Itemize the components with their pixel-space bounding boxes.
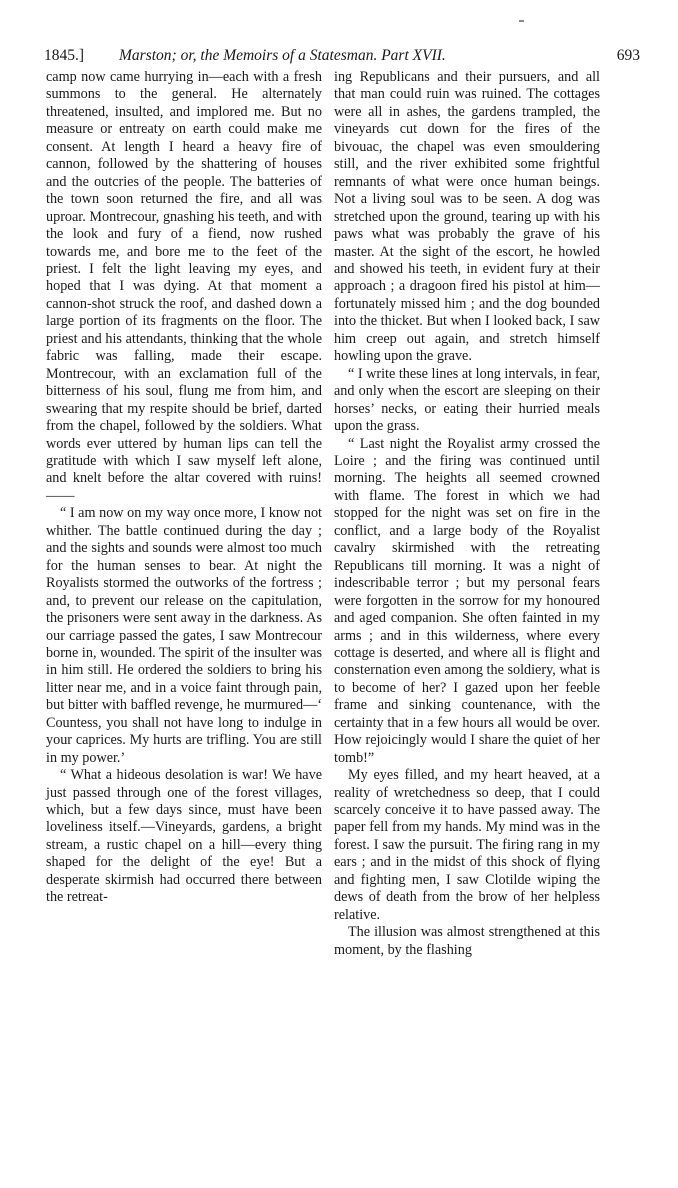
- left-paragraph-2: “ I am now on my way once more, I know not whither. The battle continued during the day ; and the sights and sounds were almost too much for the human senses to bear. At night the Royalists stormed the outworks of the fortress ; and, to prevent our release on the capitulation, the prisoners were sent away in the darkness. As our carriage passed the gates, I saw Montrecour borne in, wounded. The spirit of the insulter was in him still. He ordered the soldiers to bring his litter near me, and in a voice faint through pain, but bitter with baffled revenge, he murmured—‘ Countess, you shall not have long to indulge in your caprices. My hurts are trifling. You are still in my power.’: [46, 505, 322, 766]
- running-head: [44, 44, 640, 68]
- page-number: 693: [616, 47, 640, 64]
- right-paragraph-5: The illusion was almost strengthened at this moment, by the flashing: [334, 924, 600, 958]
- right-paragraph-3: “ Last night the Royalist army crossed the Loire ; and the firing was continued until morning. The heights all seemed crowned with flame. The forest in which we had stopped for the night was set on fire in the conflict, and a large body of the Royalist cavalry skirmished with the retreating Republicans till morning. It was a night of indescribable terror ; but my personal fears were forgotten in the sorrow for my honoured and aged companion. She often fainted in my arms ; and in this wilderness, where every cottage is deserted, and where all is flight and consternation even among the soldiery, what is to become of her? I gazed upon her feeble frame and sinking countenance, with the certainty that in a few hours all would be over. How rejoicingly would I share the quiet of her tomb!”: [334, 435, 600, 766]
- running-head-title: Marston; or, the Memoirs of a Statesman. Part XVII.: [119, 47, 446, 64]
- right-column: [334, 69, 600, 959]
- left-paragraph-3: “ What a hideous desolation is war! We have just passed through one of the forest villages, which, but a few days since, must have been loveliness itself.—Vineyards, gardens, a bright stream, a rustic chapel on a hill—every thing shaped for the delight of the eye! But a desperate skirmish had occurred there between the retreat-: [46, 767, 322, 906]
- right-paragraph-2: “ I write these lines at long intervals, in fear, and only when the escort are sleeping on their horses’ necks, or eating their hurried meals upon the grass.: [334, 365, 600, 435]
- left-paragraph-1: camp now came hurrying in—each with a fresh summons to the general. He alternately threatened, insulted, and implored me. But no measure or entreaty on earth could make me consent. At length I heard a heavy fire of cannon, followed by the shattering of houses and the outcries of the people. The batteries of the town soon returned the fire, and all was uproar. Montrecour, gnashing his teeth, and with the look and fury of a fiend, now rushed towards me, and bore me to the feet of the priest. I felt the light leaving my eyes, and hoped that I was dying. At that moment a cannon-shot struck the roof, and dashed down a large portion of its fragments on the floor. The priest and his attendants, thinking that the whole fabric was falling, made their escape. Montrecour, with an exclamation full of the bitterness of his soul, flung me from him, and swearing that my respite should be brief, darted from the chapel, followed by the soldiers. What words ever uttered by human lips can tell the gratitude with which I saw myself left alone, and knelt before the altar covered with ruins!——: [46, 69, 322, 504]
- right-paragraph-1: ing Republicans and their pursuers, and all that man could ruin was ruined. The cottages were all in ashes, the gardens trampled, the vineyards cut down for the fires of the bivouac, the chapel was even smouldering still, and the river exhibited some frightful remnants of what were once human beings. Not a living soul was to be seen. A dog was stretched upon the ground, tearing up with his paws what was probably the grave of his master. At the sight of the escort, he howled and showed his teeth, in evident fury at their approach ; a dragoon fired his pistol at him—fortunately missed him ; and the dog bounded into the thicket. But when I looked back, I saw him creep out again, and stretch himself howling upon the grave.: [334, 69, 600, 365]
- left-column: [46, 69, 322, 907]
- print-speck: [519, 20, 524, 22]
- right-paragraph-4: My eyes filled, and my heart heaved, at a reality of wretchedness so deep, that I could scarcely conceive it to have passed away. The paper fell from my hands. My mind was in the forest. I saw the pursuit. The firing rang in my ears ; and in the midst of this shock of flying and fighting men, I saw Clotilde wiping the dews of death from the brow of her helpless relative.: [334, 767, 600, 923]
- running-head-year: 1845.]: [44, 47, 85, 64]
